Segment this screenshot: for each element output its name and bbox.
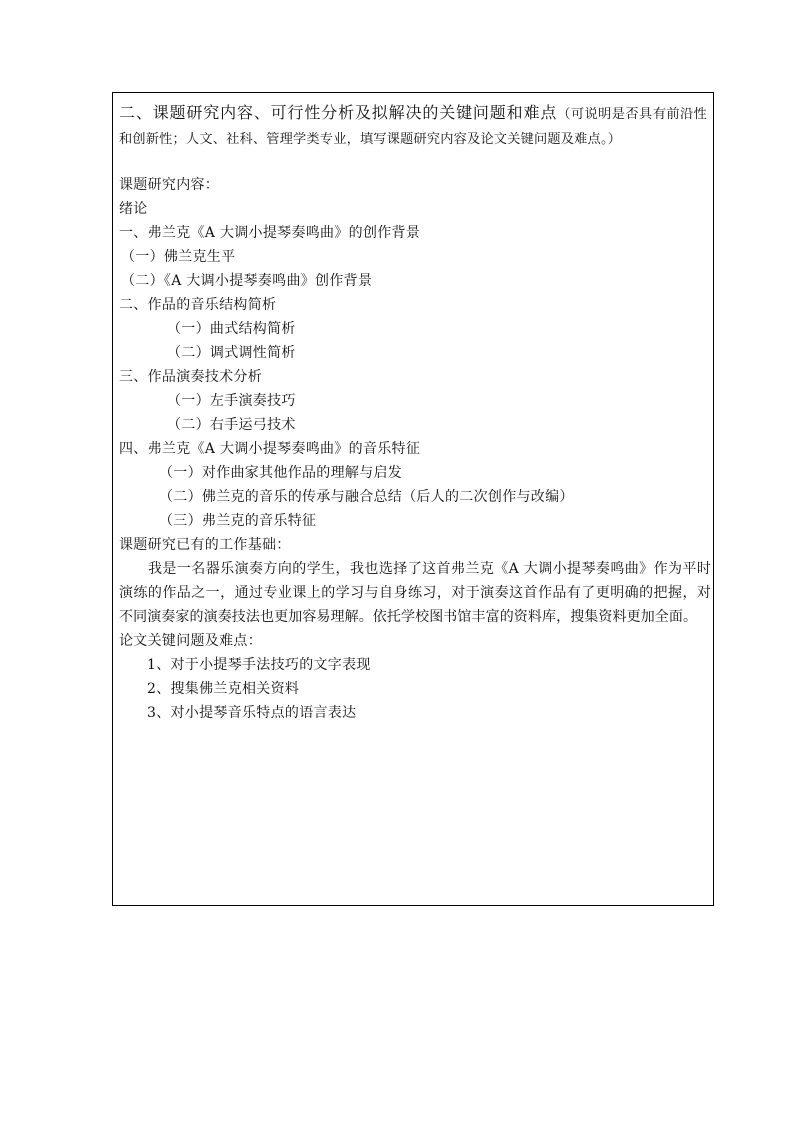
outline-item: （三）弗兰克的音乐特征 <box>159 513 317 529</box>
outline-item: （二）佛兰克的音乐的传承与融合总结（后人的二次创作与改编） <box>159 489 574 505</box>
key-issue-item: 2、搜集佛兰克相关资料 <box>147 681 300 697</box>
outline-item: （二）《A 大调小提琴奏鸣曲》创作背景 <box>121 273 373 289</box>
basis-paragraph: 我是一名器乐演奏方向的学生，我也选择了这首弗兰克《A 大调小提琴奏鸣曲》作为平时演练的作品之一，通过专业课上的学习与自身练习，对于演奏这首作品有了更明确的把握，对不同演奏家的演奏技法也更加容易理解。依托学校图书馆丰富的资料库，搜集资料更加全面。 <box>119 561 711 625</box>
outline-item: （二）调式调性简析 <box>167 345 296 361</box>
section-note: （可说明是否具有前沿性和创新性；人文、社科、管理学类专业，填写课题研究内容及论文关键问题及难点。） <box>119 107 707 147</box>
section-heading <box>119 101 707 152</box>
outline-item: 一、弗兰克《A 大调小提琴奏鸣曲》的创作背景 <box>119 225 421 241</box>
outline-item: （二）右手运弓技术 <box>167 417 296 433</box>
outline-item: （一）佛兰克生平 <box>121 249 236 265</box>
outline-item: （一）对作曲家其他作品的理解与启发 <box>159 465 403 481</box>
outline-item: 二、作品的音乐结构简析 <box>119 297 277 313</box>
key-issue-item: 3、对小提琴音乐特点的语言表达 <box>147 705 357 721</box>
key-issues-label: 论文关键问题及难点： <box>119 633 262 649</box>
basis-label: 课题研究已有的工作基础： <box>119 537 291 553</box>
content-label: 课题研究内容： <box>119 177 220 193</box>
document-body <box>119 173 711 725</box>
key-issue-item: 1、对于小提琴手法技巧的文字表现 <box>147 657 371 673</box>
outline-item: 三、作品演奏技术分析 <box>119 369 262 385</box>
outline-item: （一）左手演奏技巧 <box>167 393 296 409</box>
content-box <box>112 92 714 906</box>
outline-item: 绪论 <box>119 201 148 217</box>
outline-item: 四、弗兰克《A 大调小提琴奏鸣曲》的音乐特征 <box>119 441 421 457</box>
outline-item: （一）曲式结构简析 <box>167 321 296 337</box>
section-title: 二、课题研究内容、可行性分析及拟解决的关键问题和难点 <box>119 103 558 122</box>
